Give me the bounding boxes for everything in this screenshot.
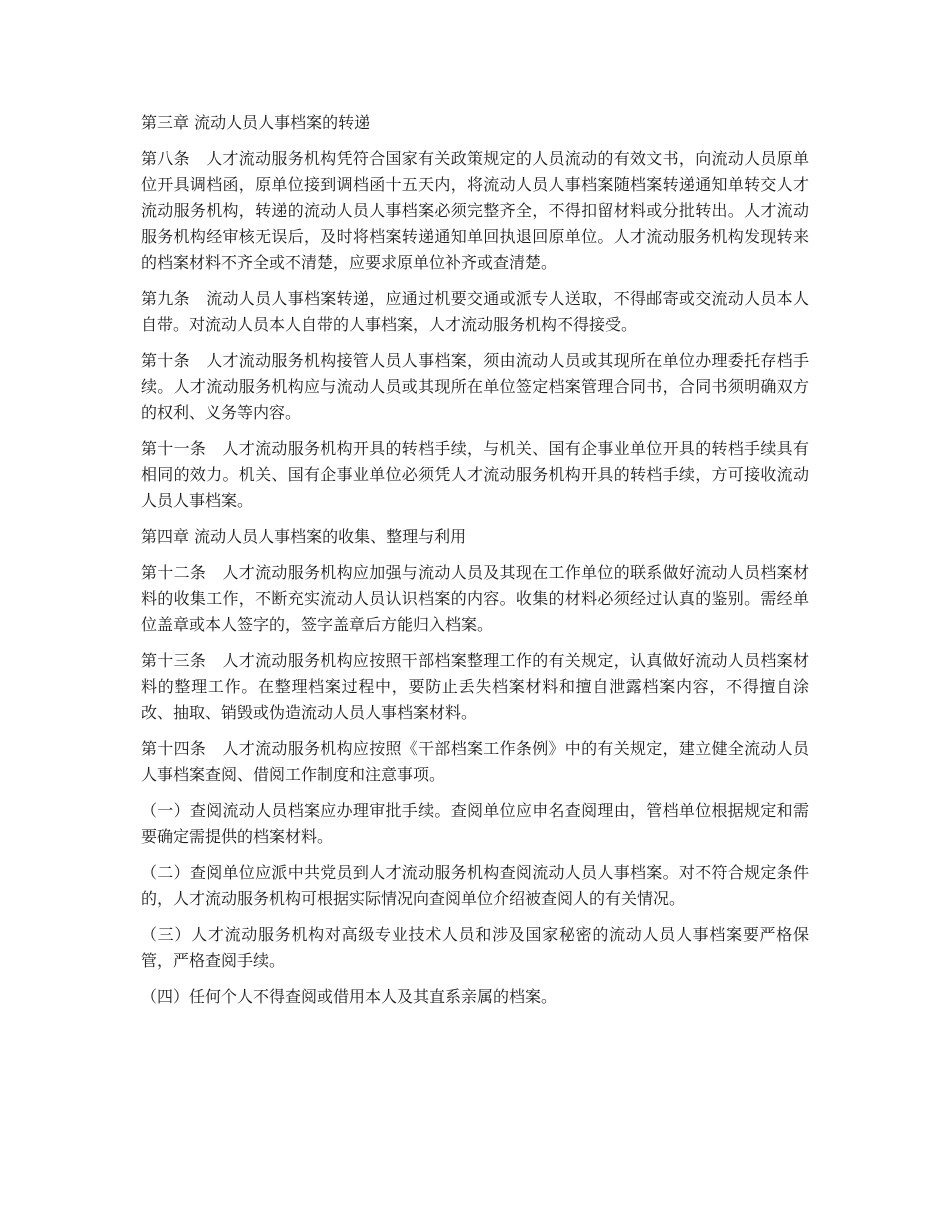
article-14-item-2: （二）查阅单位应派中共党员到人才流动服务机构查阅流动人员人事档案。对不符合规定条件的，人才流动服务机构可根据实际情况向查阅单位介绍被查阅人的有关情况。 [141,863,809,908]
article-14-item-1: （一）查阅流动人员档案应办理审批手续。查阅单位应申名查阅理由，管档单位根据规定和需要确定需提供的档案材料。 [141,801,809,846]
article-14-item-4: （四）任何个人不得查阅或借用本人及其直系亲属的档案。 [141,987,558,1006]
article-10: 第十条 人才流动服务机构接管人员人事档案，须由流动人员或其现所在单位办理委托存档手续。人才流动服务机构应与流动人员或其现所在单位签定档案管理合同书，合同书须明确双方的权利、义务等内容。 [141,351,809,422]
article-11: 第十一条 人才流动服务机构开具的转档手续，与机关、国有企事业单位开具的转档手续具有相同的效力。机关、国有企事业单位必须凭人才流动服务机构开具的转档手续，方可接收流动人员人事档案。 [141,439,809,510]
article-14-item-3: （三）人才流动服务机构对高级专业技术人员和涉及国家秘密的流动人员人事档案要严格保管，严格查阅手续。 [141,925,809,970]
chapter-heading-4: 第四章 流动人员人事档案的收集、整理与利用 [141,527,467,546]
article-8: 第八条 人才流动服务机构凭符合国家有关政策规定的人员流动的有效文书，向流动人员原单位开具调档函，原单位接到调档函十五天内，将流动人员人事档案随档案转递通知单转交人才流动服务机构，转递的流动人员人事档案必须完整齐全，不得扣留材料或分批转出。人才流动服务机构经审核无误后，及时将档案转递通知单回执退回原单位。人才流动服务机构发现转来的档案材料不齐全或不清楚，应要求原单位补齐或查清楚。 [141,149,809,272]
article-14: 第十四条 人才流动服务机构应按照《干部档案工作条例》中的有关规定，建立健全流动人员人事档案查阅、借阅工作制度和注意事项。 [141,739,809,784]
article-13: 第十三条 人才流动服务机构应按照干部档案整理工作的有关规定，认真做好流动人员档案材料的整理工作。在整理档案过程中，要防止丢失档案材料和擅自泄露档案内容，不得擅自涂改、抽取、销毁或伪造流动人员人事档案材料。 [141,651,809,722]
document-page [141,110,809,1020]
article-12: 第十二条 人才流动服务机构应加强与流动人员及其现在工作单位的联系做好流动人员档案材料的收集工作，不断充实流动人员认识档案的内容。收集的材料必须经过认真的鉴别。需经单位盖章或本人签字的，签字盖章后方能归入档案。 [141,563,809,634]
article-9: 第九条 流动人员人事档案转递，应通过机要交通或派专人送取，不得邮寄或交流动人员本人自带。对流动人员本人自带的人事档案，人才流动服务机构不得接受。 [141,289,809,334]
chapter-heading-3: 第三章 流动人员人事档案的转递 [141,113,371,132]
